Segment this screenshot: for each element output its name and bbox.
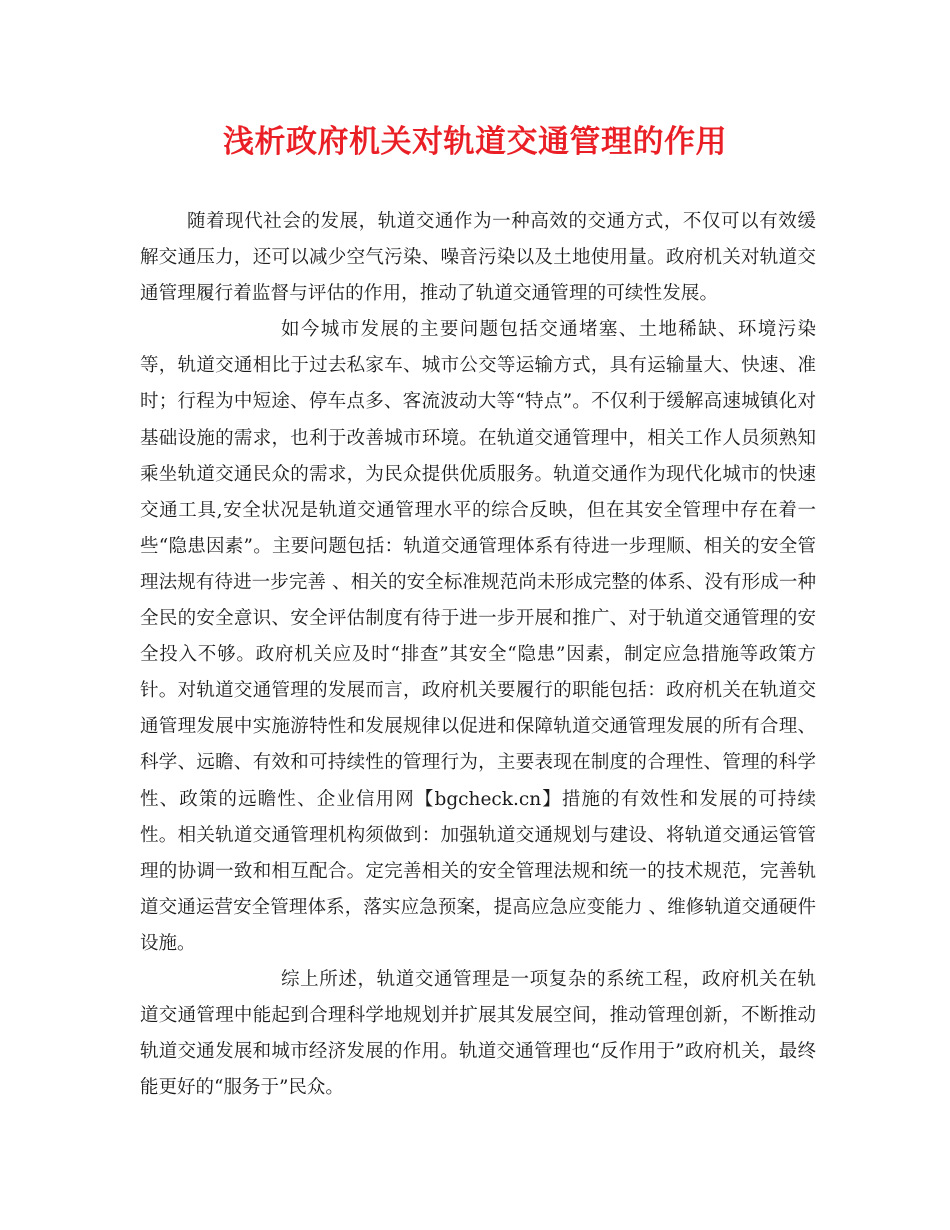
paragraph-conclusion: 综上所述，轨道交通管理是一项复杂的系统工程，政府机关在轨道交通管理中能起到合理科学地规划并扩展其发展空间，推动管理创新，不断推动轨道交通发展和城市经济发展的作用。轨道交通管理也“反作用于”政府机关，最终能更好的“服务于”民众。 (140, 968, 816, 1099)
document-body (140, 204, 816, 1106)
document-title: 浅析政府机关对轨道交通管理的作用 (223, 124, 727, 160)
paragraph-main: 如今城市发展的主要问题包括交通堵塞、土地稀缺、环境污染等，轨道交通相比于过去私家车、城市公交等运输方式，具有运输量大、快速、准时；行程为中短途、停车点多、客流波动大等“特点”。不仅利于缓解高速城镇化对基础设施的需求，也利于改善城市环境。在轨道交通管理中，相关工作人员须熟知乘坐轨道交通民众的需求，为民众提供优质服务。轨道交通作为现代化城市的快速交通工具,安全状况是轨道交通管理水平的综合反映，但在其安全管理中存在着一些“隐患因素”。主要问题包括：轨道交通管理体系有待进一步理顺、相关的安全管理法规有待进一步完善 、相关的安全标准规范尚未形成完整的体系、没有形成一种全民的安全意识、安全评估制度有待于进一步开展和推广、对于轨道交通管理的安全投入不够。政府机关应及时“排查”其安全“隐患”因素，制定应急措施等政策方针。对轨道交通管理的发展而言，政府机关要履行的职能包括：政府机关在轨道交通管理发展中实施游特性和发展规律以促进和保障轨道交通管理发展的所有合理、科学、远瞻、有效和可持续性的管理行为，主要表现在制度的合理性、管理的科学性、政策的远瞻性、企业信用网【bgcheck.cn】措施的有效性和发展的可持续性。相关轨道交通管理机构须做到：加强轨道交通规划与建设、将轨道交通运管管理的协调一致和相互配合。定完善相关的安全管理法规和统一的技术规范，完善轨道交通运营安全管理体系，落实应急预案，提高应急应变能力 、维修轨道交通硬件设施。 (140, 319, 816, 954)
paragraph-intro: 随着现代社会的发展，轨道交通作为一种高效的交通方式，不仅可以有效缓解交通压力，还可以减少空气污染、噪音污染以及土地使用量。政府机关对轨道交通管理履行着监督与评估的作用，推动了轨道交通管理的可续性发展。 (140, 211, 816, 305)
